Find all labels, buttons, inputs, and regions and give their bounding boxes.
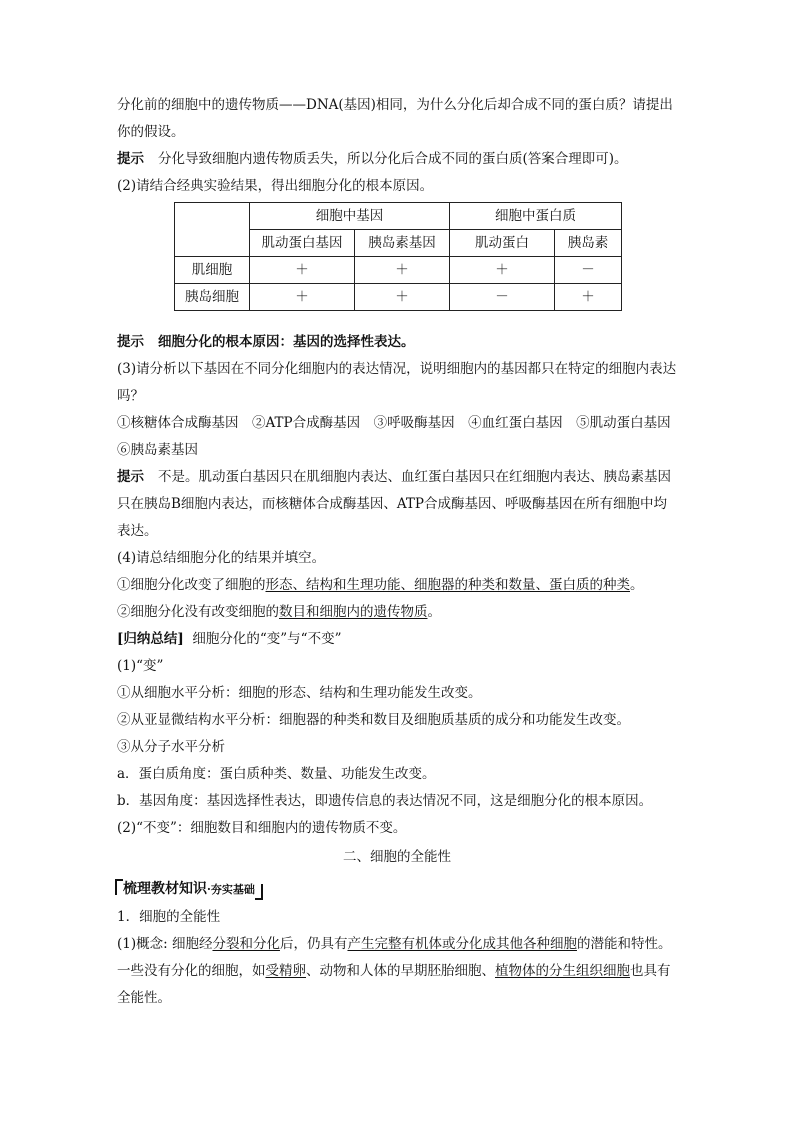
banner-sub: ·夯实基础	[207, 883, 255, 896]
concept-text: 、动物和人体的早期胚胎细胞、	[306, 963, 495, 979]
answer-prefix: ①细胞分化改变了细胞的	[117, 577, 266, 593]
table-corner-cell	[175, 203, 250, 257]
answer-prefix: ②细胞分化没有改变细胞的	[117, 604, 279, 620]
gene-expression-table	[174, 202, 622, 311]
document-page	[117, 92, 685, 1012]
table-group-genes: 细胞中基因	[250, 203, 450, 230]
table-group-proteins: 细胞中蛋白质	[450, 203, 622, 230]
table-row	[175, 257, 622, 284]
concept-paragraph	[117, 931, 677, 1012]
table-cell: －	[555, 257, 622, 284]
q3-options: ①核糖体合成酶基因 ②ATP合成酶基因 ③呼吸酶基因 ④血红蛋白基因 ⑤肌动蛋白基因 ⑥胰岛素基因	[117, 415, 685, 458]
table-cell: －	[450, 284, 555, 311]
q3-tip	[117, 464, 677, 545]
q2-tip	[117, 329, 677, 356]
table-cell: ＋	[250, 284, 355, 311]
concept-fill: 受精卵	[265, 963, 306, 979]
table-cell: ＋	[250, 257, 355, 284]
summary-item-3: ③从分子水平分析	[117, 739, 225, 755]
tip-label: 提示	[117, 469, 144, 485]
answer-fill: 数目和细胞内的遗传物质	[279, 604, 428, 620]
tip-text: 分化导致细胞内遗传物质丢失，所以分化后合成不同的蛋白质(答案合理即可)。	[158, 151, 628, 167]
answer-suffix: 。	[630, 577, 644, 593]
table-cell: ＋	[355, 257, 450, 284]
concept-fill: 产生完整有机体或分化成其他各种细胞	[347, 936, 577, 952]
concept-text: 也具有全能性。	[117, 963, 671, 1006]
tip-label: 提示	[117, 151, 144, 167]
summary-tag: [归纳总结]	[117, 631, 184, 647]
summary-item-3a: a．蛋白质角度：蛋白质种类、数量、功能发生改变。	[117, 766, 436, 782]
q1-question-tail: 分化前的细胞中的遗传物质——DNA(基因)相同，为什么分化后却合成不同的蛋白质？请提出你的假设。	[117, 97, 673, 140]
section-banner	[117, 877, 261, 902]
q4-answer-1	[117, 572, 677, 599]
concept-fill: 植物体的分生组织细胞	[495, 963, 630, 979]
summary-item-1: ①从细胞水平分析：细胞的形态、结构和生理功能发生改变。	[117, 685, 482, 701]
q2-question: (2)请结合经典实验结果，得出细胞分化的根本原因。	[117, 178, 434, 194]
table-cell: ＋	[355, 284, 450, 311]
section-title: 二、细胞的全能性	[343, 849, 451, 865]
table-subheader-cell: 肌动蛋白基因	[250, 230, 355, 257]
q1-tip	[117, 146, 677, 173]
tip-text: 细胞分化的根本原因：基因的选择性表达。	[158, 334, 415, 350]
table-cell: ＋	[555, 284, 622, 311]
table-header-row	[175, 203, 622, 230]
q3-question: (3)请分析以下基因在不同分化细胞内的表达情况，说明细胞内的基因都只在特定的细胞内表达吗？	[117, 361, 677, 404]
summary-bian: (1)“变”	[117, 658, 164, 674]
summary-item-3b: b．基因角度：基因选择性表达，即遗传信息的表达情况不同，这是细胞分化的根本原因。	[117, 793, 653, 809]
summary-item-2: ②从亚显微结构水平分析：细胞器的种类和数目及细胞质基质的成分和功能发生改变。	[117, 712, 630, 728]
subsection-heading: 1．细胞的全能性	[117, 909, 221, 925]
answer-fill: 形态、结构和生理功能、细胞器的种类和数量、蛋白质的种类	[265, 577, 630, 593]
table-cell: ＋	[450, 257, 555, 284]
table-subheader-cell: 胰岛素基因	[355, 230, 450, 257]
table-row-label: 肌细胞	[175, 257, 250, 284]
concept-text: 的潜能和特性。一些没有分化的细胞，如	[117, 936, 672, 979]
summary-bubian: (2)“不变”：细胞数目和细胞内的遗传物质不变。	[117, 820, 407, 836]
answer-suffix: 。	[427, 604, 441, 620]
concept-text: 细胞经	[171, 936, 213, 952]
banner-main: 梳理教材知识	[123, 881, 207, 897]
tip-label: 提示	[117, 334, 144, 350]
concept-text: (1)概念:	[117, 936, 168, 952]
tip-text: 不是。肌动蛋白基因只在肌细胞内表达、血红蛋白基因只在红细胞内表达、胰岛素基因只在胰岛B细胞内表达，而核糖体合成酶基因、ATP合成酶基因、呼吸酶基因在所有细胞中均表达。	[117, 469, 671, 539]
concept-fill: 分裂和分化	[212, 936, 280, 952]
table-row	[175, 284, 622, 311]
summary-title: 细胞分化的“变”与“不变”	[192, 631, 342, 647]
q4-answer-2	[117, 599, 677, 626]
q4-question: (4)请总结细胞分化的结果并填空。	[117, 550, 326, 566]
table-subheader-cell: 肌动蛋白	[450, 230, 555, 257]
table-subheader-cell: 胰岛素	[555, 230, 622, 257]
concept-text: 后，仍具有	[279, 936, 348, 952]
table-row-label: 胰岛细胞	[175, 284, 250, 311]
summary-heading	[117, 626, 677, 653]
